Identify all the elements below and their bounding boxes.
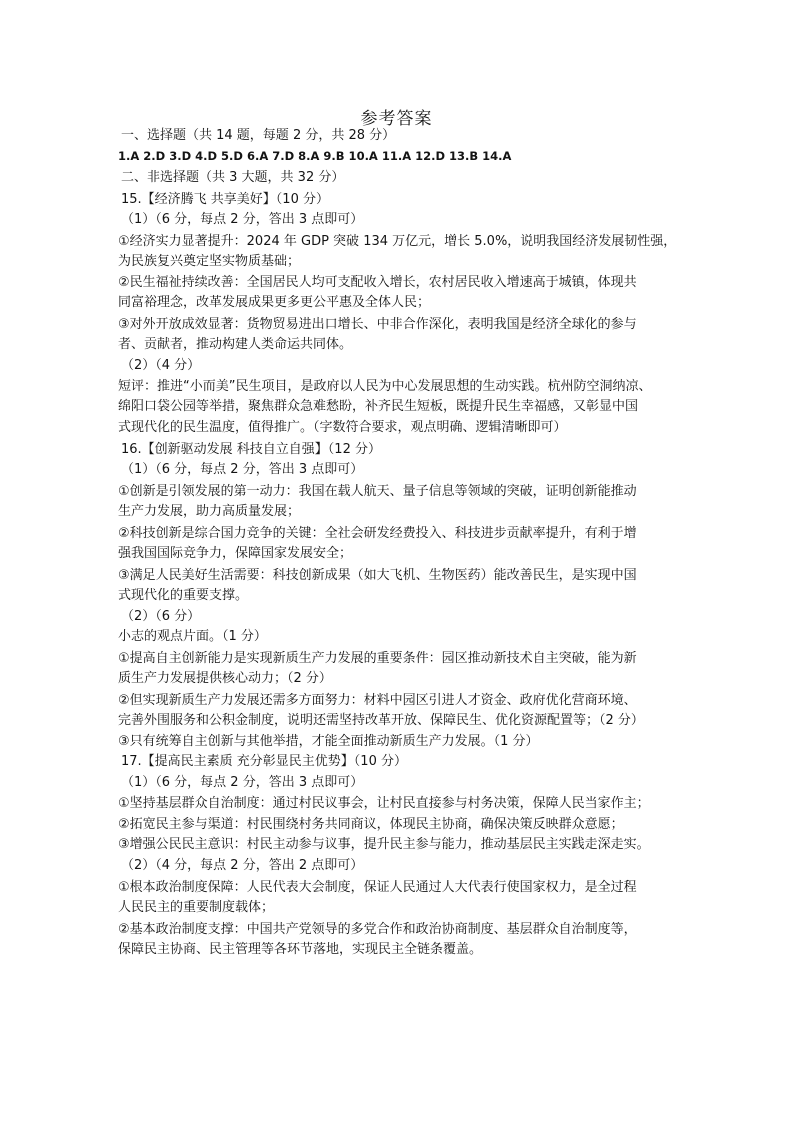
answer-line: 绵阳口袋公园等举措，聚焦群众急难愁盼，补齐民生短板，既提升民生幸福感，又彰显中国 [118,399,639,414]
answer-line: 保障民主协商、民主管理等各环节落地，实现民主全链条覆盖。 [118,942,483,957]
answer-line: ②但实现新质生产力发展还需多方面努力：材料中园区引进人才资金、政府优化营商环境、 [118,693,637,708]
answer-line: ①经济实力显著提升：2024 年 GDP 突破 134 万亿元，增长 5.0%，说明我国经济发展韧性强， [118,234,677,249]
answer-line: 小志的观点片面。（1 分） [118,629,267,644]
answer-line: 16.【创新驱动发展 科技自立自强】（12 分） [121,442,381,457]
answer-line: ①创新是引领发展的第一动力：我国在载人航天、量子信息等领域的突破，证明创新能推动 [118,484,637,499]
answer-line: 强我国国际竞争力，保障国家发展安全； [118,546,353,561]
answer-line: 短评：推进“小而美”民生项目，是政府以人民为中心发展思想的生动实践。杭州防空洞纳凉、 [118,379,652,394]
page-title: 参考答案 [360,109,433,129]
answer-line: 二、非选择题（共 3 大题，共 32 分） [121,170,345,185]
answer-line: 1.A 2.D 3.D 4.D 5.D 6.A 7.D 8.A 9.B 10.A 11.A 12.D 13.B 14.A [118,149,512,163]
answer-line: （1）（6 分，每点 2 分，答出 3 点即可） [121,212,364,227]
answer-line: 式现代化的民生温度，值得推广。（字数符合要求，观点明确、逻辑清晰即可） [118,420,567,435]
answer-line: （2）（4 分，每点 2 分，答出 2 点即可） [121,858,364,873]
answer-line: ①根本政治制度保障：人民代表大会制度，保证人民通过人大代表行使国家权力，是全过程 [118,880,637,895]
answer-line: 15.【经济腾飞 共享美好】（10 分） [121,192,329,207]
answer-line: （1）（6 分，每点 2 分，答出 3 点即可） [121,462,364,477]
answer-line: 完善外围服务和公积金制度，说明还需坚持改革开放、保障民生、优化资源配置等；（2 分） [118,713,644,728]
answer-line: 为民族复兴奠定坚实物质基础； [118,254,301,269]
answer-line: ③满足人民美好生活需要：科技创新成果（如大飞机、生物医药）能改善民生，是实现中国 [118,568,637,583]
answer-line: ①提高自主创新能力是实现新质生产力发展的重要条件：园区推动新技术自主突破，能为新 [118,651,637,666]
answer-line: ②拓宽民主参与渠道：村民围绕村务共同商议，体现民主协商，确保决策反映群众意愿； [118,817,624,832]
answer-line: ②科技创新是综合国力竞争的关键：全社会研发经费投入、科技进步贡献率提升，有利于增 [118,526,637,541]
answer-line: 17.【提高民主素质 充分彰显民主优势】（10 分） [121,754,407,769]
answer-line: 生产力发展，助力高质量发展； [118,504,301,519]
answer-line: ①坚持基层群众自治制度：通过村民议事会，让村民直接参与村务决策，保障人民当家作主； [118,796,650,811]
answer-line: 人民民主的重要制度载体； [118,900,275,915]
answer-line: 式现代化的重要支撑。 [118,588,249,603]
answer-line: （2）（6 分） [121,609,201,624]
answer-line: ③对外开放成效显著：货物贸易进出口增长、中非合作深化，表明我国是经济全球化的参与 [118,317,637,332]
answer-line: 质生产力发展提供核心动力；（2 分） [118,671,332,686]
answer-line: ③只有统筹自主创新与其他举措，才能全面推动新质生产力发展。（1 分） [118,734,539,749]
answer-line: 同富裕理念，改革发展成果更多更公平惠及全体人民； [118,295,431,310]
answer-line: ②民生福祉持续改善：全国居民人均可支配收入增长，农村居民收入增速高于城镇，体现共 [118,275,637,290]
answer-line: （2）（4 分） [121,358,201,373]
answer-line: 者、贡献者，推动构建人类命运共同体。 [118,337,353,352]
answer-line: 一、选择题（共 14 题，每题 2 分，共 28 分） [121,128,396,143]
answer-line: ③增强公民民主意识：村民主动参与议事，提升民主参与能力，推动基层民主实践走深走实。 [118,837,650,852]
answer-line: （1）（6 分，每点 2 分，答出 3 点即可） [121,775,364,790]
answer-line: ②基本政治制度支撑：中国共产党领导的多党合作和政治协商制度、基层群众自治制度等， [118,922,637,937]
